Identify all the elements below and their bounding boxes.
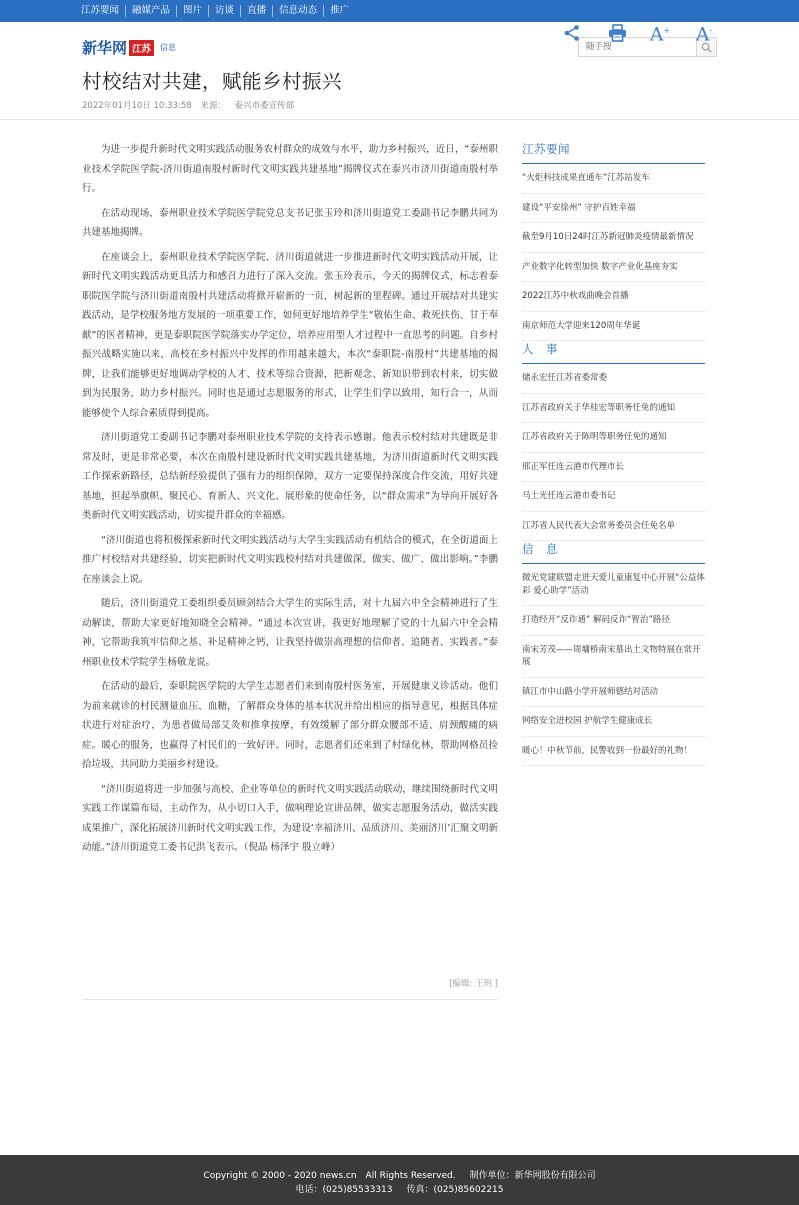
top-nav [0,0,799,22]
footer-phone: 电话：(025)85533313 [295,1185,393,1195]
sidebar-section-title[interactable]: 人 事 [522,341,705,364]
print-button[interactable] [606,22,628,44]
sidebar-news-item[interactable]: 南京师范大学迎来120周年华诞 [522,312,705,342]
share-button[interactable] [561,22,583,44]
sidebar-section-personnel [522,341,705,541]
article-meta [82,99,294,111]
sidebar-personnel-item[interactable]: 江苏省政府关于陈明等职务任免的通知 [522,423,705,453]
share-icon [563,24,581,42]
footer-line-2 [0,1182,799,1195]
sidebar-news-item[interactable]: 建设“平安徐州” 守护百姓幸福 [522,194,705,224]
sidebar-news-item[interactable]: 2022江苏中秋戏曲晚会首播 [522,282,705,312]
print-icon [608,24,627,42]
publish-date: 2022年01月10日 10:33:58 [82,101,192,111]
nav-info-updates[interactable]: 信息动态 [273,5,324,17]
article-paragraph: 在活动的最后，泰职院医学院的大学生志愿者们来到南殷村医务室，开展健康义诊活动。他们为前来就诊的村民测量血压、血糖，了解群众身体的基本状况并给出相应的指导意见，根据具体症状进行对症治疗，为患者做局部艾灸和推拿按摩，有效缓解了部分群众腰部不适、肩颈酸痛的病症。暖心的服务，也赢得了村民们的一致好评。同时，志愿者们还来到了村绿化林，帮助网格员捡拾垃圾，共同助力美丽乡村建设。 [82,681,498,770]
article-paragraph: 在活动现场，泰州职业技术学院医学院党总支书记张玉玲和济川街道党工委副书记李鹏共同为共建基地揭牌。 [82,207,498,238]
footer-fax: 传真：(025)85602215 [406,1185,504,1195]
sidebar-personnel-item[interactable]: 江苏省政府关于华桂宏等职务任免的通知 [522,394,705,424]
nav-interviews[interactable]: 访谈 [209,5,241,17]
sidebar-info-item[interactable]: 南宋芳茂——周墉桥南宋墓出土文物特展在常开展 [522,636,705,678]
editor-credit: [编辑: 王玥 ] [449,979,498,989]
page-footer [0,1155,799,1205]
article-paragraph: 在座谈会上，泰州职业技术学院医学院、济川街道就进一步推进新时代文明实践活动开展，让新时代文明实践活动更具活力和感召力进行了深入交流。张玉玲表示，今天的揭牌仪式，标志着泰职院医学院与济川街道南殷村共建活动将掀开崭新的一页，树起新的里程碑。通过开展结对共建实践活动，是学校服务地方发展的一项重要工作，如何更好地培养学生“敬佑生命、救死扶伤、甘于奉献”的医者精神，更是泰职院医学院落实办学定位，培养应用型人才过程中一直思考的问题。自乡村振兴战略实施以来，高校在乡村振兴中发挥的作用越来越大，本次“泰职院-南殷村”共建基地的揭牌，让我们能够更好地调动学校的人才、技术等综合资源，把新观念、新知识带到农村来，切实做到为民服务，助力乡村振兴。同时也是通过志愿服务的形式，让学生们学以致用，知行合一，从而能够使个人综合素质得到提高。 [82,251,498,419]
footer-maker: 制作单位：新华网股份有限公司 [469,1171,596,1181]
logo-region-badge: 江苏 [129,40,154,56]
sidebar-section-jiangsu-news [522,141,705,341]
sidebar-news-item[interactable]: 截至9月10日24时江苏新冠肺炎疫情最新情况 [522,223,705,253]
sidebar-news-list [522,164,705,341]
logo-text: 新华网 [82,39,128,57]
sidebar-info-item[interactable]: 镇江市中山路小学开展师德结对活动 [522,678,705,708]
sidebar-section-title[interactable]: 江苏要闻 [522,141,705,164]
sidebar-news-item[interactable]: 产业数字化转型加快 数字产业化基座夯实 [522,253,705,283]
page-header [0,22,799,120]
font-decrease-button[interactable] [693,22,715,44]
article-paragraph: 随后，济川街道党工委组织委员顾剑结合大学生的实际生活，对十九届六中全会精神进行了生动解读，帮助大家更好地知晓全会精神。“通过本次宣讲，我更好地理解了党的十九届六中全会精神，它帮助我筑牢信仰之基、补足精神之钙，让我坚持做崇高理想的信仰者、追随者、实践者。”泰州职业技术学院学生杨敬龙说。 [82,598,498,668]
sidebar-info-item[interactable]: 微光党建联盟走进天爱儿童康复中心开展“公益体彩 爱心助学”活动 [522,564,705,606]
article-source: 泰兴市委宣传部 [234,101,295,111]
sidebar-info-item[interactable]: 暖心！中秋节前，民警收到一份最好的礼物！ [522,737,705,767]
font-decrease-icon: A- [695,23,713,46]
sidebar-personnel-item[interactable]: 江苏省人民代表大会常务委员会任免名单 [522,512,705,542]
nav-pictures[interactable]: 图片 [177,5,209,17]
sidebar-news-item[interactable]: “火炬科技成果直通车”江苏站发车 [522,164,705,194]
site-logo[interactable] [82,37,176,58]
article-paragraph: 为进一步提升新时代文明实践活动服务农村群众的成效与水平，助力乡村振兴，近日，“泰州职业技术学院医学院-济川街道南殷村新时代文明实践共建基地”揭牌仪式在泰兴市济川街道南殷村举行。 [82,144,498,194]
sidebar-personnel-item[interactable]: 马士光任连云港市委书记 [522,482,705,512]
logo-channel: 信息 [160,43,177,52]
sidebar-section-info [522,541,705,766]
article-paragraph: “济川街道将进一步加强与高校、企业等单位的新时代文明实践活动联动，继续围绕新时代文明实践工作谋篇布局，主动作为，从小切口入手，做响理论宣讲品牌，做实志愿服务活动，做活实践成果推广，深化拓展济川新时代文明实践工作，为建设‘幸福济川、品质济川、美丽济川’汇聚文明新动能。”济川街道党工委书记洪飞表示。（倪晶 杨泽宇 殷立峰） [82,783,498,853]
sidebar-section-title[interactable]: 信 息 [522,541,705,564]
sidebar-info-list [522,564,705,766]
article-title: 村校结对共建，赋能乡村振兴 [82,70,343,93]
article-paragraph: “济川街道也将积极探索新时代文明实践活动与大学生实践活动有机结合的模式，在全街道面上推广村校结对共建经验，切实把新时代文明实践校村结对共建做深、做实、做广、做出影响。”李鹏在座谈会上说。 [82,534,498,585]
top-nav-links [75,0,355,22]
sidebar-info-item[interactable]: 打造经开“反诈通” 解码反诈“智治”路径 [522,606,705,636]
footer-line-1 [0,1168,799,1181]
nav-media-products[interactable]: 融媒产品 [126,5,177,17]
nav-promotion[interactable]: 推广 [330,5,350,16]
footer-copyright: Copyright © 2000 - 2020 news.cn All Rights Reserved. [203,1171,456,1181]
sidebar-info-item[interactable]: 网络安全进校园 护航学生健康成长 [522,707,705,737]
nav-jiangsu-news[interactable]: 江苏要闻 [75,5,126,17]
sidebar-personnel-item[interactable]: 邢正军任连云港市代理市长 [522,453,705,483]
article-divider [82,999,498,1000]
article-body [82,140,498,863]
font-increase-button[interactable] [649,22,671,44]
article-paragraph: 济川街道党工委副书记李鹏对泰州职业技术学院的支持表示感谢。他表示校村结对共建既是非常及时，更是非常必要，本次在南殷村建设新时代文明实践共建基地，为济川街道新时代文明实践工作探索新路径，总结新经验提供了强有力的组织保障，双方一定要保持深度合作交流，用好共建基地，担起举旗帜、聚民心、育新人、兴文化、展形象的使命任务，以“群众需求”为导向开展好各类新时代文明实践活动，切实提升群众的幸福感。 [82,432,498,521]
search-input[interactable] [579,38,697,56]
sidebar-personnel-list [522,364,705,541]
source-label: 来源： [200,101,226,111]
sidebar-personnel-item[interactable]: 储永宏任江苏省委常委 [522,364,705,394]
nav-live[interactable]: 直播 [241,5,273,17]
font-increase-icon: A+ [649,23,671,46]
